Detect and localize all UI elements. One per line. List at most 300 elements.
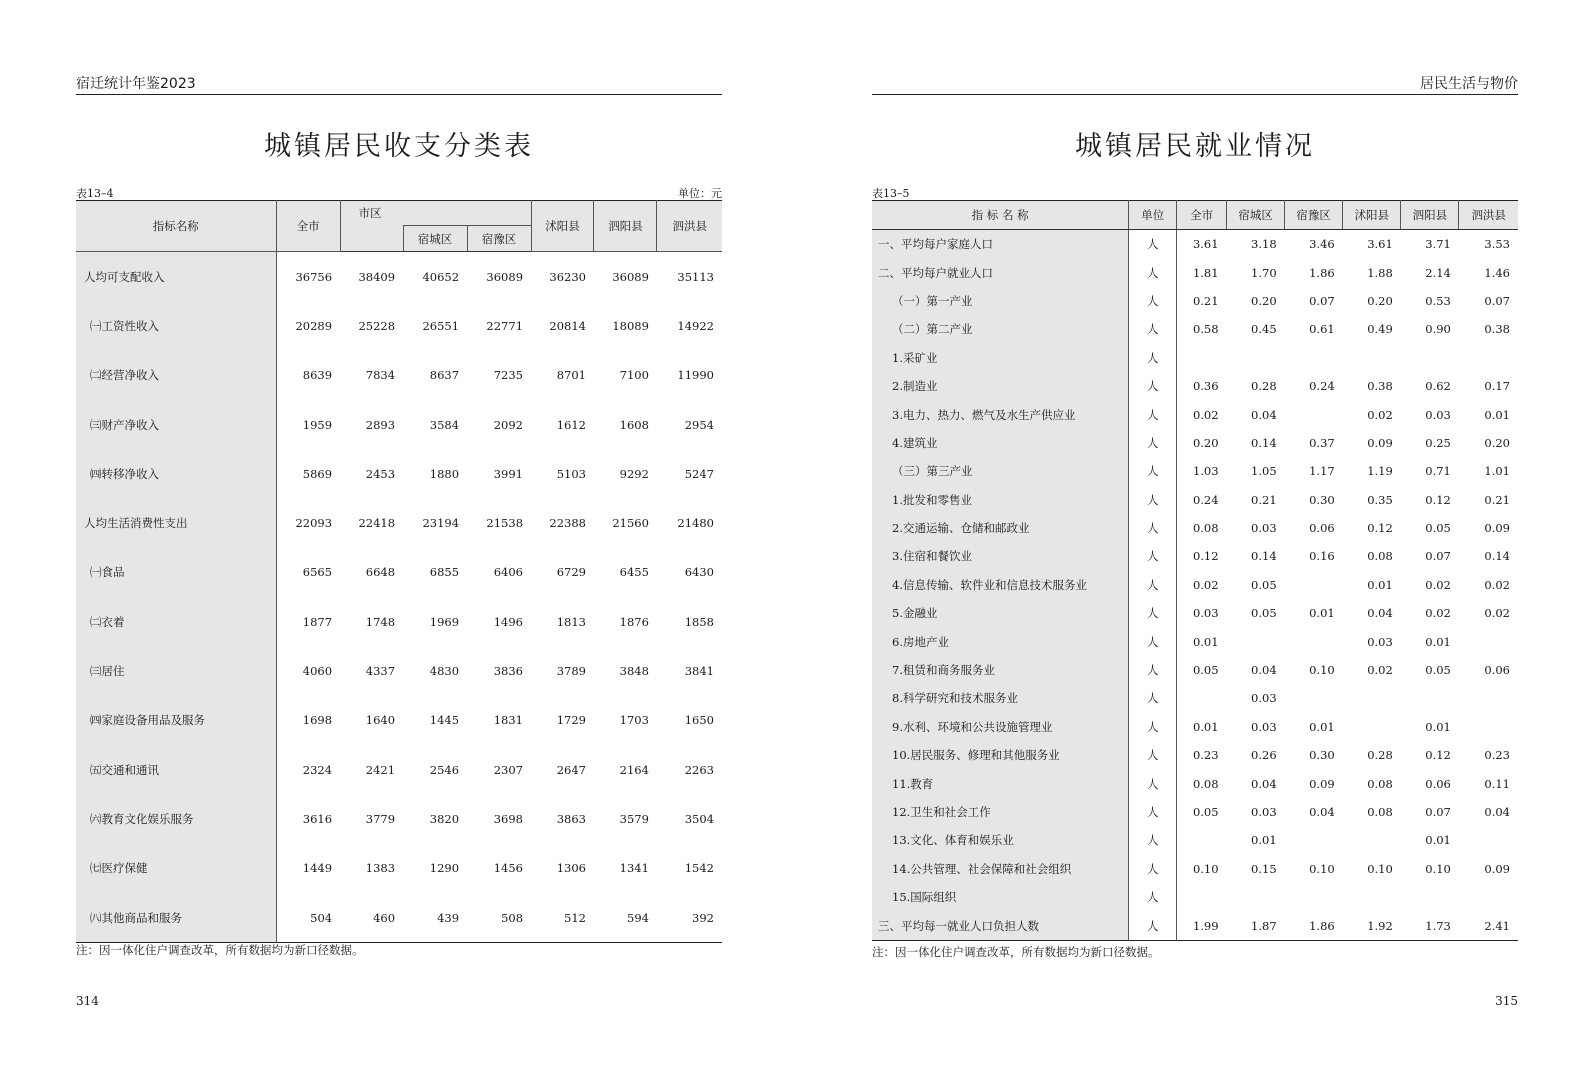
table-row [872,684,1518,712]
cell-value: 0.20 [1192,435,1219,450]
header-suyu: 宿豫区 [467,226,531,252]
cell-value: 1729 [556,713,586,728]
cell-value: 1813 [556,614,586,629]
row-label: 1.批发和零售业 [872,486,1129,514]
cell-value: 1.46 [1484,265,1510,280]
cell-value: 0.02 [1425,577,1451,592]
cell-value: 3.18 [1251,237,1277,252]
cell-value: 1748 [365,614,396,629]
cell-value: 0.20 [1251,293,1277,308]
cell-value: 0.49 [1367,322,1393,337]
row-label: 14.公共管理、社会保障和社会组织 [872,855,1129,883]
cell-value: 1.88 [1367,265,1393,280]
cell-value: 0.04 [1367,606,1393,621]
cell-value: 2453 [365,466,396,481]
row-label: 11.教育 [872,769,1129,797]
row-label: ㈦医疗保健 [76,844,276,893]
cell-value: 2324 [302,762,333,777]
row-unit: 人 [1129,798,1177,826]
running-head-right [872,76,1518,95]
row-unit: 人 [1129,911,1177,940]
table-unit: 单位：元 [678,187,722,200]
table-row [76,400,722,449]
row-label: 5.金融业 [872,599,1129,627]
cell-value: 9292 [619,466,649,481]
cell-value: 0.61 [1309,322,1335,337]
cell-value: 1.03 [1192,464,1219,479]
row-label: 6.房地产业 [872,627,1129,655]
table-row [872,344,1518,372]
cell-value: 0.14 [1251,435,1277,450]
cell-value: 1858 [684,614,714,629]
cell-value: 0.20 [1484,435,1510,450]
cell-value: 4060 [302,664,333,679]
table-row [76,351,722,400]
cell-value: 14922 [677,318,714,333]
cell-value: 0.09 [1367,435,1393,450]
cell-value: 1.19 [1367,464,1393,479]
cell-value: 1.86 [1309,918,1335,933]
table-note: 注：因一体化住户调查改革，所有数据均为新口径数据。 [872,945,1160,959]
cell-value: 0.03 [1251,805,1277,819]
row-label: 4.建筑业 [872,429,1129,457]
page-number: 315 [1495,994,1518,1008]
table-row [76,597,722,646]
cell-value [1343,883,1401,911]
cell-value: 0.01 [1367,577,1393,592]
row-label: 7.租赁和商务服务业 [872,656,1129,684]
cell-value [1343,826,1401,854]
cell-value: 2647 [556,762,586,777]
cell-value: 36756 [295,269,333,284]
cell-value: 3.71 [1425,237,1451,252]
header-city-district: 市区 [340,201,531,226]
cell-value: 0.20 [1367,293,1393,308]
cell-value: 3836 [493,664,524,679]
cell-value: 0.12 [1192,549,1219,564]
row-unit: 人 [1129,287,1177,315]
cell-value: 0.21 [1192,293,1219,308]
cell-value: 20814 [549,318,586,333]
cell-value: 6406 [493,565,524,580]
cell-value: 21560 [612,516,649,531]
cell-value [1285,571,1343,599]
table-row [872,627,1518,655]
row-unit: 人 [1129,230,1177,259]
cell-value: 40652 [422,269,460,284]
cell-value [1227,627,1285,655]
cell-value: 0.04 [1309,805,1335,819]
cell-value: 1445 [429,713,460,728]
table-row [872,826,1518,854]
cell-value [1177,883,1227,911]
row-unit: 人 [1129,315,1177,343]
cell-value: 21480 [677,516,714,531]
cell-value: 0.05 [1251,577,1277,592]
cell-value: 0.03 [1251,521,1277,536]
cell-value: 0.01 [1484,407,1510,422]
cell-value: 3779 [365,811,396,826]
cell-value: 0.10 [1309,861,1335,876]
row-label: ㈢居住 [76,646,276,695]
cell-value: 0.38 [1484,322,1510,337]
cell-value: 0.07 [1425,549,1451,564]
cell-value: 439 [437,910,460,925]
cell-value: 1876 [619,614,649,629]
row-label: 12.卫生和社会工作 [872,798,1129,826]
row-label: ㈧其他商品和服务 [76,893,276,943]
cell-value: 3504 [684,811,714,826]
row-unit: 人 [1129,344,1177,372]
cell-value: 1.81 [1192,265,1219,280]
cell-value: 0.01 [1425,833,1451,848]
cell-value: 0.12 [1425,492,1451,507]
cell-value: 6430 [684,565,714,580]
header-indicator-name: 指 标 名 称 [872,201,1129,230]
cell-value: 2.41 [1484,918,1510,933]
cell-value: 0.58 [1192,322,1219,337]
cell-value: 0.01 [1251,833,1277,848]
header-siyang: 泗阳县 [1401,201,1459,230]
cell-value: 3841 [684,664,714,679]
row-unit: 人 [1129,400,1177,428]
cell-value: 2307 [493,762,524,777]
row-unit: 人 [1129,656,1177,684]
cell-value: 18089 [612,318,649,333]
row-unit: 人 [1129,429,1177,457]
cell-value: 0.71 [1425,464,1451,479]
row-label: 二、平均每户就业人口 [872,258,1129,286]
table-row [872,656,1518,684]
cell-value: 2.14 [1425,265,1451,280]
row-label: 10.居民服务、修理和其他服务业 [872,741,1129,769]
cell-value: 1449 [302,861,333,876]
cell-value: 0.05 [1251,606,1277,621]
header-shuyang: 沭阳县 [531,201,594,252]
cell-value: 6648 [365,565,396,580]
page-number: 314 [76,994,99,1008]
cell-value: 0.07 [1484,293,1510,308]
cell-value: 6565 [302,565,333,580]
cell-value: 0.11 [1484,776,1510,791]
cell-value [1177,344,1227,372]
header-indicator-name: 指标名称 [76,201,276,252]
row-label: ㈠工资性收入 [76,301,276,350]
row-label: 2.交通运输、仓储和邮政业 [872,514,1129,542]
row-unit: 人 [1129,457,1177,485]
cell-value: 0.03 [1425,407,1451,422]
row-unit: 人 [1129,713,1177,741]
cell-value: 1383 [365,861,396,876]
table-row [872,258,1518,286]
employment-table [872,200,1518,941]
cell-value: 0.01 [1309,606,1335,621]
cell-value: 0.24 [1309,379,1335,394]
yearbook-title: 宿迁统计年鉴2023 [76,76,196,92]
row-label: ㈡经营净收入 [76,351,276,400]
cell-value: 5103 [556,466,586,481]
cell-value: 0.45 [1251,322,1277,337]
header-suyu: 宿豫区 [1285,201,1343,230]
cell-value: 2421 [365,762,396,777]
cell-value: 0.24 [1192,492,1219,507]
cell-value: 392 [692,910,714,925]
cell-value: 1640 [365,713,396,728]
cell-value: 0.04 [1484,805,1510,819]
cell-value: 0.35 [1367,492,1393,507]
cell-value: 3.61 [1367,237,1393,252]
cell-value: 0.08 [1367,549,1393,564]
table-row [872,741,1518,769]
cell-value: 36089 [612,269,649,284]
table-row [76,794,722,843]
cell-value: 1.92 [1367,918,1393,933]
cell-value: 0.02 [1425,606,1451,621]
cell-value [1227,883,1285,911]
cell-value: 1831 [493,713,524,728]
cell-value: 0.02 [1192,577,1219,592]
cell-value: 508 [501,910,524,925]
cell-value: 3789 [556,664,586,679]
cell-value: 0.06 [1309,521,1335,536]
cell-value: 0.28 [1367,748,1393,763]
cell-value: 0.02 [1192,407,1219,422]
cell-value: 25228 [358,318,396,333]
table-row [872,571,1518,599]
cell-value: 2092 [493,417,524,432]
cell-value: 36089 [486,269,524,284]
cell-value: 1.87 [1251,918,1277,933]
cell-value: 22388 [549,516,586,531]
cell-value [1459,344,1518,372]
cell-value: 0.04 [1251,776,1277,791]
table-note: 注：因一体化住户调查改革，所有数据均为新口径数据。 [76,943,364,957]
row-label: 2.制造业 [872,372,1129,400]
cell-value: 594 [627,910,649,925]
cell-value: 1959 [302,417,333,432]
cell-value: 0.03 [1192,606,1219,621]
cell-value: 0.25 [1425,435,1451,450]
cell-value: 3991 [493,466,524,481]
row-label: 1.采矿业 [872,344,1129,372]
row-label: （二）第二产业 [872,315,1129,343]
cell-value: 0.01 [1192,634,1219,649]
cell-value [1177,826,1227,854]
table-row [872,486,1518,514]
cell-value [1177,684,1227,712]
table-id: 表13–4 [76,187,114,200]
table-row [76,252,722,302]
cell-value: 3848 [619,664,649,679]
cell-value [1401,684,1459,712]
cell-value: 1.99 [1192,918,1219,933]
cell-value: 0.04 [1251,663,1277,678]
cell-value: 3.61 [1192,237,1219,252]
cell-value: 0.07 [1309,293,1335,308]
row-label: ㈤交通和通讯 [76,745,276,794]
cell-value: 0.12 [1425,748,1451,763]
cell-value: 6855 [429,565,460,580]
cell-value: 0.90 [1425,322,1451,337]
row-label: 4.信息传输、软件业和信息技术服务业 [872,571,1129,599]
header-suchen: 宿城区 [1227,201,1285,230]
cell-value: 0.08 [1192,521,1219,536]
cell-value: 0.03 [1251,719,1277,734]
table-row [872,315,1518,343]
cell-value: 23194 [422,516,460,531]
cell-value: 36230 [549,269,586,284]
cell-value: 11990 [677,368,714,383]
header-shuyang: 沭阳县 [1343,201,1401,230]
cell-value: 0.10 [1309,663,1335,678]
row-unit: 人 [1129,542,1177,570]
header-siyang: 泗阳县 [594,201,657,252]
cell-value: 2954 [684,417,714,432]
row-unit: 人 [1129,486,1177,514]
cell-value: 0.08 [1367,805,1393,819]
cell-value: 3579 [619,811,649,826]
table-title-employment: 城镇居民就业情况 [1075,131,1315,162]
running-head-left [76,76,722,95]
cell-value: 0.03 [1251,691,1277,706]
cell-value: 0.10 [1367,861,1393,876]
table-id: 表13–5 [872,187,910,200]
row-label: 13.文化、体育和娱乐业 [872,826,1129,854]
cell-value: 22771 [486,318,524,333]
cell-value: 0.14 [1484,549,1510,564]
row-label: 一、平均每户家庭人口 [872,230,1129,259]
cell-value: 0.10 [1192,861,1219,876]
cell-value: 3.46 [1309,237,1335,252]
cell-value [1285,344,1343,372]
cell-value: 0.15 [1251,861,1277,876]
cell-value: 1608 [619,417,649,432]
cell-value [1343,684,1401,712]
cell-value: 0.30 [1309,748,1335,763]
row-unit: 人 [1129,258,1177,286]
cell-value: 5869 [302,466,333,481]
cell-value: 22093 [295,516,333,531]
left-page [76,0,722,1077]
cell-value: 0.21 [1251,492,1277,507]
cell-value: 3616 [302,811,333,826]
cell-value: 0.37 [1309,435,1335,450]
cell-value: 8701 [556,368,586,383]
cell-value: 0.26 [1251,748,1277,763]
cell-value: 3863 [556,811,586,826]
cell-value [1459,713,1518,741]
cell-value: 1877 [302,614,333,629]
cell-value: 0.01 [1425,634,1451,649]
income-expenditure-table [76,200,722,943]
cell-value: 1496 [493,614,524,629]
table-row [872,457,1518,485]
table-row [872,542,1518,570]
cell-value: 1698 [302,713,333,728]
cell-value: 1.73 [1425,918,1451,933]
cell-value: 3698 [493,811,524,826]
cell-value: 512 [564,910,586,925]
cell-value: 0.23 [1192,748,1219,763]
table-row [872,599,1518,627]
cell-value: 5247 [684,466,714,481]
table-title-income-expenditure: 城镇居民收支分类表 [264,131,534,162]
cell-value: 0.28 [1251,379,1277,394]
row-label: ㈥教育文化娱乐服务 [76,794,276,843]
cell-value: 0.09 [1484,861,1510,876]
table-row [76,844,722,893]
cell-value: 0.14 [1251,549,1277,564]
cell-value: 4830 [429,664,460,679]
cell-value: 0.06 [1425,776,1451,791]
cell-value: 1969 [429,614,460,629]
cell-value: 1341 [619,861,649,876]
table-row [872,911,1518,940]
row-label: 三、平均每一就业人口负担人数 [872,911,1129,940]
cell-value: 6455 [619,565,649,580]
row-label: （三）第三产业 [872,457,1129,485]
row-unit: 人 [1129,741,1177,769]
cell-value [1459,627,1518,655]
cell-value: 3584 [429,417,460,432]
cell-value: 1456 [493,861,524,876]
cell-value: 6729 [556,565,586,580]
cell-value: 3820 [429,811,460,826]
cell-value: 0.05 [1192,663,1219,678]
cell-value: 1.01 [1484,464,1510,479]
cell-value [1285,627,1343,655]
cell-value: 0.02 [1484,606,1510,621]
cell-value: 0.10 [1425,861,1451,876]
cell-value: 0.05 [1425,521,1451,536]
cell-value: 3.53 [1484,237,1510,252]
cell-value: 2164 [619,762,649,777]
cell-value: 4337 [365,664,396,679]
table-row [76,745,722,794]
row-unit: 人 [1129,826,1177,854]
cell-value: 0.16 [1309,549,1335,564]
cell-value: 1703 [619,713,649,728]
cell-value [1459,684,1518,712]
row-unit: 人 [1129,883,1177,911]
cell-value: 0.05 [1425,663,1451,678]
row-label: ㈣转移净收入 [76,449,276,498]
table-row [872,400,1518,428]
cell-value: 0.08 [1192,776,1219,791]
cell-value [1285,684,1343,712]
cell-value [1459,883,1518,911]
table-row [76,449,722,498]
cell-value: 1650 [684,713,714,728]
cell-value: 0.01 [1425,719,1451,734]
table-row [76,696,722,745]
cell-value: 1.05 [1251,464,1277,479]
cell-value: 1306 [556,861,586,876]
cell-value [1459,826,1518,854]
cell-value [1285,400,1343,428]
cell-value: 0.23 [1484,748,1510,763]
header-sihong: 泗洪县 [1459,201,1518,230]
cell-value: 0.06 [1484,663,1510,678]
cell-value: 0.01 [1309,719,1335,734]
cell-value: 460 [373,910,396,925]
table-row [76,646,722,695]
cell-value: 0.04 [1251,407,1277,422]
cell-value: 0.02 [1367,663,1393,678]
cell-value: 1.86 [1309,265,1335,280]
table-row [76,498,722,547]
cell-value: 38409 [358,269,396,284]
